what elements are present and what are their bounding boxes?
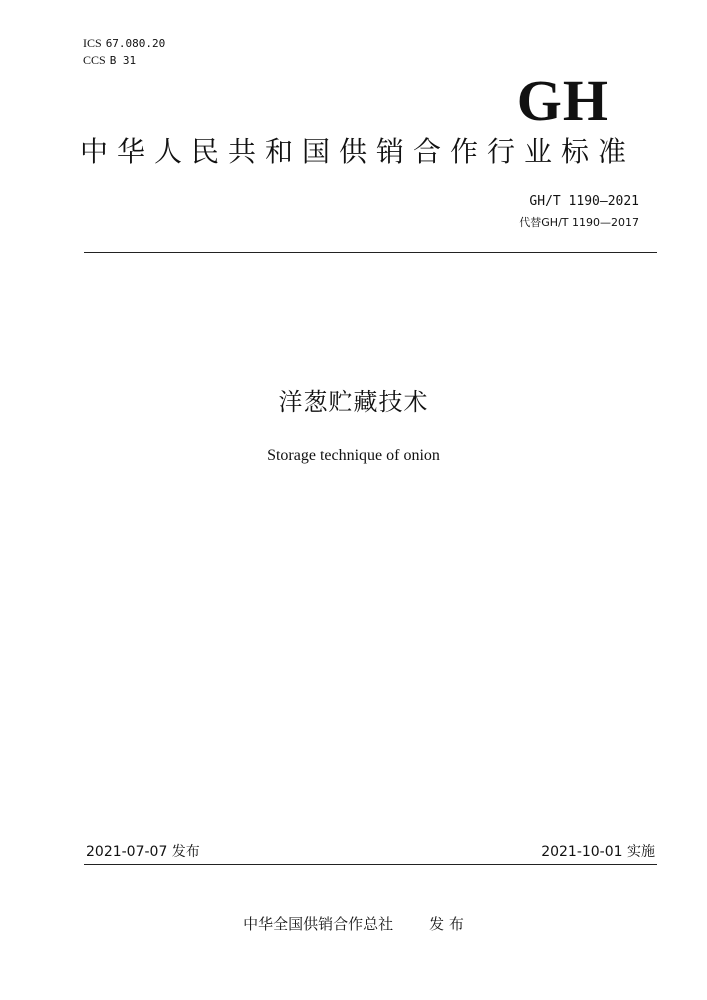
ics-value: 67.080.20 bbox=[105, 37, 166, 50]
issue-date: 2021-07-07 发布 bbox=[86, 844, 200, 860]
standard-category-title: 中华人民共和国供销合作行业标准 bbox=[80, 135, 636, 168]
replaces-standard: 代替GH/T 1190—2017 bbox=[519, 216, 639, 229]
document-title-english: Storage technique of onion bbox=[267, 447, 440, 464]
document-title-chinese: 洋葱贮藏技术 bbox=[278, 388, 429, 416]
ccs-value: B 31 bbox=[109, 54, 137, 67]
publisher-line bbox=[0, 914, 707, 934]
standard-number: GH/T 1190—2021 bbox=[529, 194, 639, 209]
effective-date: 2021-10-01 实施 bbox=[541, 844, 655, 860]
ics-code bbox=[83, 36, 165, 51]
ccs-code bbox=[83, 53, 136, 68]
ics-label: ICS bbox=[83, 36, 102, 50]
footer-divider bbox=[84, 864, 657, 865]
gh-logo: GH bbox=[516, 68, 609, 133]
publisher-name: 中华全国供销合作总社 bbox=[243, 915, 394, 933]
ccs-label: CCS bbox=[83, 53, 106, 67]
header-divider bbox=[84, 252, 657, 253]
publisher-action: 发 布 bbox=[429, 915, 464, 933]
